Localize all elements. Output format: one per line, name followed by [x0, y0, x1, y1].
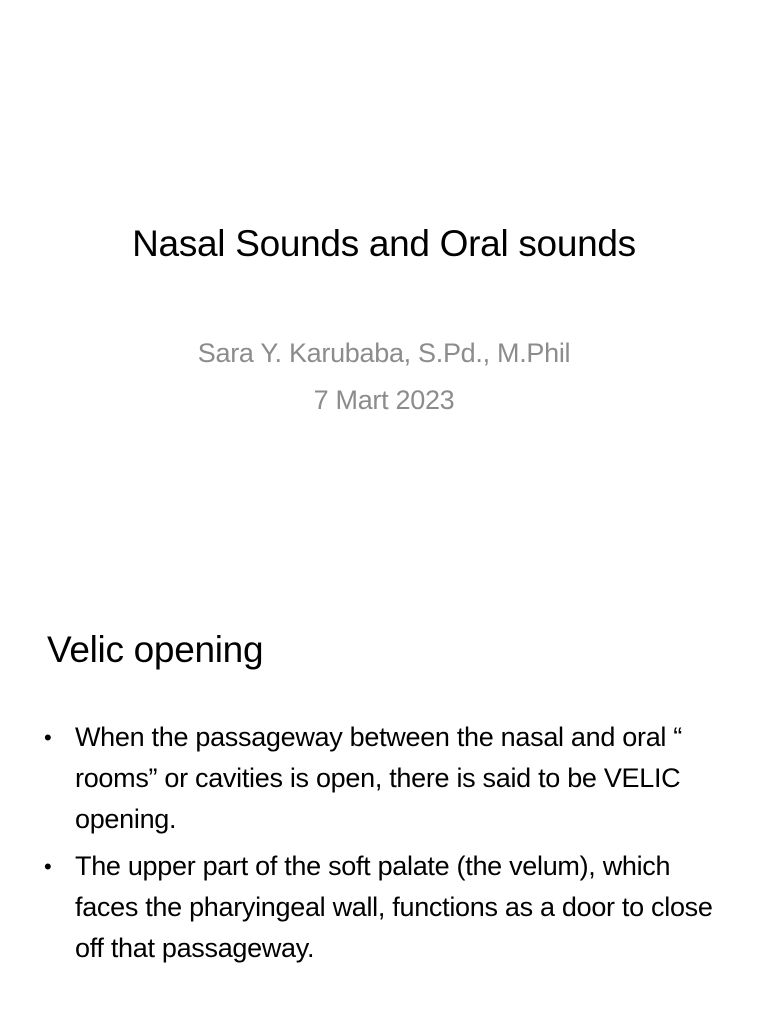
slide-author: Sara Y. Karubaba, S.Pd., M.Phil — [197, 338, 571, 368]
bullet-text: The upper part of the soft palate (the velum), which faces the pharyingeal wall, functions as a door to close off that passageway. — [75, 851, 713, 963]
slide-date: 7 Mart 2023 — [313, 385, 455, 415]
bullet-icon: • — [44, 854, 52, 879]
bullet-item — [44, 717, 724, 840]
bullet-text: When the passageway between the nasal and oral “ rooms” or cavities is open, there is said to be VELIC opening. — [75, 722, 682, 834]
bullet-icon: • — [44, 725, 52, 750]
slide-title: Nasal Sounds and Oral sounds — [132, 223, 636, 264]
bullet-item — [44, 846, 724, 969]
slide-heading: Velic opening — [47, 629, 264, 670]
content-slide — [0, 576, 768, 1024]
bullet-list — [44, 717, 724, 975]
